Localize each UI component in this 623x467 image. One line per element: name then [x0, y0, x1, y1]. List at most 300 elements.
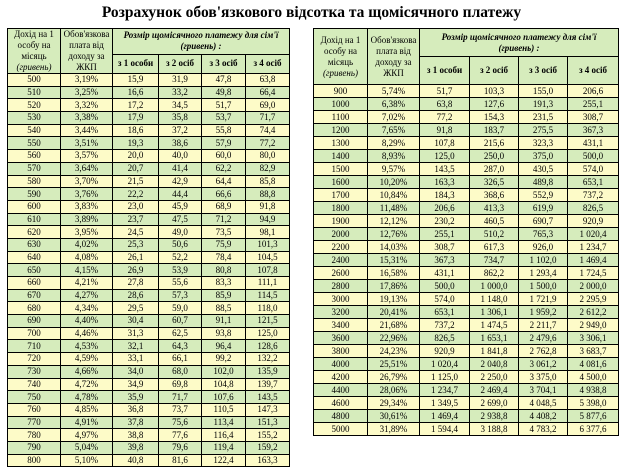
payment-cell: 1 469,4 [568, 254, 619, 267]
percent-cell: 3,89% [61, 213, 113, 226]
payment-cell: 33,1 [113, 353, 159, 366]
payment-cell: 460,5 [470, 215, 519, 228]
income-cell: 680 [8, 302, 61, 315]
payment-cell: 147,3 [246, 403, 290, 416]
payment-cell: 40,0 [159, 150, 202, 163]
payment-cell: 119,4 [202, 441, 246, 454]
payment-cell: 66,1 [159, 353, 202, 366]
payment-cell: 55,6 [159, 277, 202, 290]
payment-cell: 51,7 [420, 85, 470, 98]
percent-cell: 28,06% [368, 384, 420, 397]
income-cell: 3000 [314, 293, 368, 306]
income-cell: 1100 [314, 111, 368, 124]
percent-cell: 8,93% [368, 150, 420, 163]
percent-cell: 10,20% [368, 176, 420, 189]
table-row [8, 327, 290, 340]
payment-cell: 2 612,2 [568, 306, 619, 319]
payment-cell: 375,0 [519, 150, 568, 163]
payment-cell: 107,8 [246, 264, 290, 277]
payment-cell: 1 349,5 [420, 397, 470, 410]
payment-cell: 308,7 [420, 241, 470, 254]
percent-cell: 14,03% [368, 241, 420, 254]
payment-cell: 41,4 [159, 162, 202, 175]
payment-cell: 1 148,0 [470, 293, 519, 306]
table-row [8, 150, 290, 163]
payment-cell: 64,4 [202, 175, 246, 188]
payment-cell: 57,9 [202, 137, 246, 150]
percent-cell: 4,78% [61, 391, 113, 404]
payment-cell: 82,9 [246, 162, 290, 175]
payment-cell: 1 841,8 [470, 345, 519, 358]
col-3-persons: з 3 осіб [519, 57, 568, 85]
payment-cell: 2 211,7 [519, 319, 568, 332]
income-cell: 580 [8, 175, 61, 188]
table-row [8, 213, 290, 226]
payment-cell: 88,5 [202, 302, 246, 315]
payment-cell: 1 500,0 [519, 280, 568, 293]
payment-cell: 163,3 [246, 454, 290, 467]
payment-cell: 143,5 [420, 163, 470, 176]
percent-header: Обов'язкова плата від доходу за ЖКП [368, 29, 420, 85]
table-row [8, 86, 290, 99]
payment-cell: 71,2 [202, 213, 246, 226]
payment-cell: 125,0 [246, 327, 290, 340]
income-cell: 1800 [314, 202, 368, 215]
payment-cell: 255,1 [420, 228, 470, 241]
payment-cell: 574,0 [420, 293, 470, 306]
percent-cell: 5,74% [368, 85, 420, 98]
payment-cell: 5 877,6 [568, 410, 619, 423]
payment-cell: 215,6 [470, 137, 519, 150]
table-row [314, 215, 619, 228]
payment-cell: 28,6 [113, 289, 159, 302]
payment-cell: 27,8 [113, 277, 159, 290]
percent-cell: 4,34% [61, 302, 113, 315]
payment-cell: 4 783,2 [519, 423, 568, 436]
percent-cell: 31,89% [368, 423, 420, 436]
percent-cell: 3,76% [61, 188, 113, 201]
payment-cell: 107,8 [420, 137, 470, 150]
payment-cell: 500,0 [568, 150, 619, 163]
payment-cell: 75,9 [202, 238, 246, 251]
table-row [8, 454, 290, 467]
col-4-persons: з 4 осіб [568, 57, 619, 85]
payment-cell: 64,3 [159, 340, 202, 353]
income-cell: 1700 [314, 189, 368, 202]
percent-header: Обов'язкова плата від доходу за ЖКП [61, 29, 113, 74]
income-cell: 620 [8, 226, 61, 239]
payment-cell: 255,1 [568, 98, 619, 111]
percent-cell: 4,46% [61, 327, 113, 340]
payment-cell: 826,5 [420, 332, 470, 345]
payment-cell: 737,2 [420, 319, 470, 332]
payment-header: Розмір щомісячного платежу для сім'ї (гривень) : [113, 29, 290, 55]
payment-cell: 79,6 [159, 441, 202, 454]
payment-cell: 3 306,1 [568, 332, 619, 345]
payment-cell: 22,2 [113, 188, 159, 201]
payment-cell: 25,3 [113, 238, 159, 251]
payment-cell: 111,1 [246, 277, 290, 290]
payment-cell: 116,4 [202, 429, 246, 442]
payment-cell: 59,0 [159, 302, 202, 315]
percent-cell: 26,79% [368, 371, 420, 384]
payment-cell: 1 234,7 [568, 241, 619, 254]
income-cell: 730 [8, 365, 61, 378]
table-row [8, 99, 290, 112]
percent-cell: 30,61% [368, 410, 420, 423]
table-row [8, 112, 290, 125]
income-cell: 1900 [314, 215, 368, 228]
table-row [8, 238, 290, 251]
table-row [314, 397, 619, 410]
income-cell: 510 [8, 86, 61, 99]
payment-cell: 66,4 [246, 86, 290, 99]
payment-cell: 63,8 [246, 74, 290, 87]
payment-cell: 1 125,0 [420, 371, 470, 384]
income-cell: 790 [8, 441, 61, 454]
table-row [8, 188, 290, 201]
income-header: Дохід на 1 особу на місяць (гривень) [314, 29, 368, 85]
payment-cell: 88,8 [246, 188, 290, 201]
income-cell: 720 [8, 353, 61, 366]
table-row [8, 416, 290, 429]
payment-cell: 38,8 [113, 429, 159, 442]
income-cell: 1200 [314, 124, 368, 137]
payment-cell: 110,5 [202, 403, 246, 416]
payment-cell: 2 938,8 [470, 410, 519, 423]
payment-cell: 81,6 [159, 454, 202, 467]
income-cell: 5000 [314, 423, 368, 436]
payment-cell: 32,1 [113, 340, 159, 353]
payment-cell: 154,3 [470, 111, 519, 124]
percent-cell: 4,02% [61, 238, 113, 251]
payment-cell: 30,4 [113, 315, 159, 328]
payment-cell: 1 721,9 [519, 293, 568, 306]
payment-cell: 862,2 [470, 267, 519, 280]
income-cell: 560 [8, 150, 61, 163]
payment-cell: 24,5 [113, 226, 159, 239]
payment-cell: 2 000,0 [568, 280, 619, 293]
payment-cell: 69,8 [159, 378, 202, 391]
percent-cell: 6,38% [368, 98, 420, 111]
income-cell: 520 [8, 99, 61, 112]
percent-cell: 3,95% [61, 226, 113, 239]
page-title: Розрахунок обов'язкового відсотка та щомісячного платежу [101, 4, 522, 21]
payment-cell: 85,9 [202, 289, 246, 302]
payment-cell: 36,8 [113, 403, 159, 416]
income-cell: 660 [8, 277, 61, 290]
payment-cell: 3 375,0 [519, 371, 568, 384]
percent-cell: 3,19% [61, 74, 113, 87]
percent-cell: 11,48% [368, 202, 420, 215]
payment-cell: 45,9 [159, 200, 202, 213]
payment-cell: 1 306,1 [470, 306, 519, 319]
table-row [314, 423, 619, 436]
payment-cell: 920,9 [420, 345, 470, 358]
payment-cell: 163,3 [420, 176, 470, 189]
payment-cell: 132,2 [246, 353, 290, 366]
table-row [314, 137, 619, 150]
income-cell: 3600 [314, 332, 368, 345]
payment-cell: 77,2 [246, 137, 290, 150]
table-row [8, 264, 290, 277]
income-cell: 760 [8, 403, 61, 416]
payment-cell: 1 594,4 [420, 423, 470, 436]
payment-cell: 34,0 [113, 365, 159, 378]
table-row [314, 189, 619, 202]
percent-cell: 15,31% [368, 254, 420, 267]
percent-cell: 4,66% [61, 365, 113, 378]
percent-cell: 4,21% [61, 277, 113, 290]
payment-cell: 1 653,1 [470, 332, 519, 345]
payment-cell: 4 938,8 [568, 384, 619, 397]
payment-cell: 206,6 [420, 202, 470, 215]
payment-cell: 91,8 [420, 124, 470, 137]
payment-cell: 17,9 [113, 112, 159, 125]
payment-cell: 155,0 [519, 85, 568, 98]
payment-cell: 75,6 [159, 416, 202, 429]
percent-cell: 12,12% [368, 215, 420, 228]
table-row [314, 332, 619, 345]
payment-cell: 42,9 [159, 175, 202, 188]
payment-cell: 1 020,4 [568, 228, 619, 241]
percent-cell: 16,58% [368, 267, 420, 280]
table-row [314, 85, 619, 98]
income-cell: 2000 [314, 228, 368, 241]
income-cell: 1500 [314, 163, 368, 176]
income-cell: 610 [8, 213, 61, 226]
income-cell: 1300 [314, 137, 368, 150]
payment-cell: 83,3 [202, 277, 246, 290]
payment-cell: 127,6 [470, 98, 519, 111]
payment-cell: 1 102,0 [519, 254, 568, 267]
payment-cell: 52,2 [159, 251, 202, 264]
income-cell: 3400 [314, 319, 368, 332]
table-row [8, 365, 290, 378]
payment-cell: 275,5 [519, 124, 568, 137]
payment-cell: 53,7 [202, 112, 246, 125]
payment-cell: 91,1 [202, 315, 246, 328]
income-cell: 4600 [314, 397, 368, 410]
payment-cell: 287,0 [470, 163, 519, 176]
payment-cell: 104,5 [246, 251, 290, 264]
payment-cell: 2 250,0 [470, 371, 519, 384]
payment-cell: 33,2 [159, 86, 202, 99]
payment-cell: 26,9 [113, 264, 159, 277]
payment-cell: 34,9 [113, 378, 159, 391]
percent-cell: 21,68% [368, 319, 420, 332]
payment-cell: 826,5 [568, 202, 619, 215]
payment-cell: 4 500,0 [568, 371, 619, 384]
payment-cell: 430,5 [519, 163, 568, 176]
payment-cell: 3 061,2 [519, 358, 568, 371]
income-cell: 4200 [314, 371, 368, 384]
payment-cell: 44,4 [159, 188, 202, 201]
table-row [8, 277, 290, 290]
payment-cell: 1 234,7 [420, 384, 470, 397]
payment-cell: 1 293,4 [519, 267, 568, 280]
payment-cell: 2 479,6 [519, 332, 568, 345]
payment-cell: 3 704,1 [519, 384, 568, 397]
table-row [314, 345, 619, 358]
payment-cell: 326,5 [470, 176, 519, 189]
table-row [8, 378, 290, 391]
payment-cell: 431,1 [420, 267, 470, 280]
income-cell: 590 [8, 188, 61, 201]
percent-cell: 5,10% [61, 454, 113, 467]
payment-cell: 367,3 [420, 254, 470, 267]
payment-table-left [7, 28, 290, 467]
payment-cell: 920,9 [568, 215, 619, 228]
percent-cell: 4,72% [61, 378, 113, 391]
payment-cell: 2 040,8 [470, 358, 519, 371]
payment-cell: 4 408,2 [519, 410, 568, 423]
percent-cell: 22,96% [368, 332, 420, 345]
payment-cell: 653,1 [420, 306, 470, 319]
payment-cell: 107,6 [202, 391, 246, 404]
income-cell: 630 [8, 238, 61, 251]
income-cell: 2400 [314, 254, 368, 267]
payment-cell: 230,2 [420, 215, 470, 228]
percent-cell: 3,51% [61, 137, 113, 150]
percent-cell: 4,15% [61, 264, 113, 277]
table-row [314, 228, 619, 241]
payment-cell: 368,6 [470, 189, 519, 202]
payment-cell: 101,3 [246, 238, 290, 251]
payment-cell: 80,8 [202, 264, 246, 277]
payment-cell: 1 020,4 [420, 358, 470, 371]
payment-cell: 31,9 [159, 74, 202, 87]
payment-cell: 85,8 [246, 175, 290, 188]
payment-cell: 250,0 [470, 150, 519, 163]
percent-cell: 4,40% [61, 315, 113, 328]
payment-cell: 63,8 [420, 98, 470, 111]
income-cell: 550 [8, 137, 61, 150]
percent-cell: 24,23% [368, 345, 420, 358]
payment-cell: 80,0 [246, 150, 290, 163]
payment-cell: 2 469,4 [470, 384, 519, 397]
col-2-persons: з 2 осіб [159, 54, 202, 73]
payment-cell: 29,5 [113, 302, 159, 315]
income-cell: 1400 [314, 150, 368, 163]
payment-cell: 96,4 [202, 340, 246, 353]
table-row [314, 254, 619, 267]
income-cell: 800 [8, 454, 61, 467]
payment-cell: 1 000,0 [470, 280, 519, 293]
payment-cell: 71,7 [159, 391, 202, 404]
payment-cell: 308,7 [568, 111, 619, 124]
payment-cell: 552,9 [519, 189, 568, 202]
table-row [314, 358, 619, 371]
table-row [8, 302, 290, 315]
payment-cell: 18,6 [113, 124, 159, 137]
income-cell: 710 [8, 340, 61, 353]
percent-cell: 17,86% [368, 280, 420, 293]
payment-cell: 191,3 [519, 98, 568, 111]
table-row [8, 315, 290, 328]
payment-cell: 510,2 [470, 228, 519, 241]
income-cell: 540 [8, 124, 61, 137]
payment-cell: 926,0 [519, 241, 568, 254]
payment-cell: 66,6 [202, 188, 246, 201]
payment-cell: 19,3 [113, 137, 159, 150]
table-row [314, 410, 619, 423]
income-cell: 500 [8, 74, 61, 87]
payment-cell: 489,8 [519, 176, 568, 189]
payment-cell: 103,3 [470, 85, 519, 98]
col-4-persons: з 4 осіб [246, 54, 290, 73]
payment-cell: 155,2 [246, 429, 290, 442]
payment-cell: 73,5 [202, 226, 246, 239]
income-cell: 1000 [314, 98, 368, 111]
income-header: Дохід на 1 особу на місяць (гривень) [8, 29, 61, 74]
payment-cell: 35,8 [159, 112, 202, 125]
payment-cell: 31,3 [113, 327, 159, 340]
table-row [314, 267, 619, 280]
table-row [314, 241, 619, 254]
income-cell: 700 [8, 327, 61, 340]
percent-cell: 3,83% [61, 200, 113, 213]
table-row [8, 162, 290, 175]
payment-cell: 765,3 [519, 228, 568, 241]
income-cell: 740 [8, 378, 61, 391]
payment-cell: 49,8 [202, 86, 246, 99]
percent-cell: 3,44% [61, 124, 113, 137]
income-cell: 670 [8, 289, 61, 302]
payment-cell: 78,4 [202, 251, 246, 264]
payment-cell: 118,0 [246, 302, 290, 315]
payment-cell: 734,7 [470, 254, 519, 267]
income-cell: 3200 [314, 306, 368, 319]
payment-cell: 413,3 [470, 202, 519, 215]
payment-cell: 3 188,8 [470, 423, 519, 436]
percent-cell: 9,57% [368, 163, 420, 176]
payment-cell: 93,8 [202, 327, 246, 340]
income-cell: 900 [314, 85, 368, 98]
payment-cell: 55,8 [202, 124, 246, 137]
payment-cell: 23,0 [113, 200, 159, 213]
table-row [314, 371, 619, 384]
col-1-person: з 1 особи [420, 57, 470, 85]
payment-cell: 617,3 [470, 241, 519, 254]
payment-cell: 4 048,5 [519, 397, 568, 410]
table-row [314, 98, 619, 111]
income-cell: 4400 [314, 384, 368, 397]
payment-cell: 5 398,0 [568, 397, 619, 410]
payment-cell: 16,6 [113, 86, 159, 99]
payment-cell: 690,7 [519, 215, 568, 228]
table-row [8, 124, 290, 137]
payment-cell: 37,2 [159, 124, 202, 137]
payment-cell: 183,7 [470, 124, 519, 137]
income-cell: 2600 [314, 267, 368, 280]
table-row [314, 306, 619, 319]
payment-cell: 367,3 [568, 124, 619, 137]
table-row [8, 289, 290, 302]
payment-cell: 62,5 [159, 327, 202, 340]
payment-cell: 431,1 [568, 137, 619, 150]
payment-cell: 737,2 [568, 189, 619, 202]
percent-cell: 5,04% [61, 441, 113, 454]
payment-cell: 47,8 [202, 74, 246, 87]
payment-cell: 6 377,6 [568, 423, 619, 436]
table-row [8, 200, 290, 213]
payment-cell: 2 699,0 [470, 397, 519, 410]
percent-cell: 3,32% [61, 99, 113, 112]
income-cell: 770 [8, 416, 61, 429]
payment-cell: 2 295,9 [568, 293, 619, 306]
percent-cell: 3,64% [61, 162, 113, 175]
